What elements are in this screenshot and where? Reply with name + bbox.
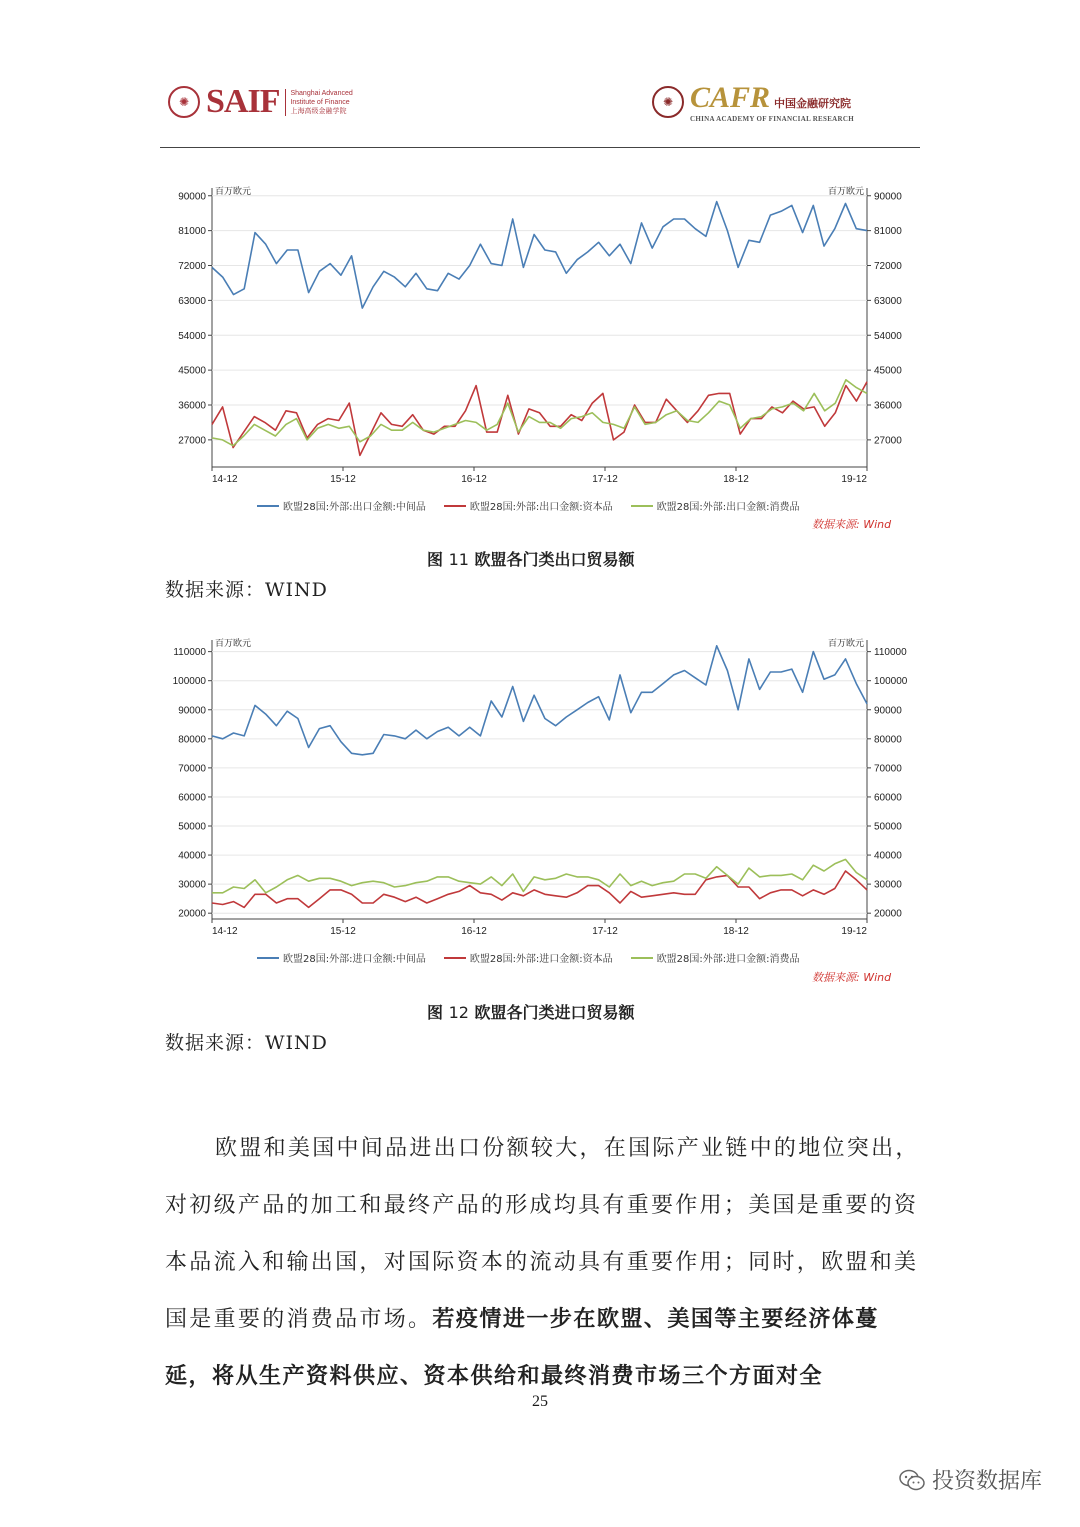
- cafr-logo-cn: 中国金融研究院: [774, 97, 852, 110]
- legend-item: [257, 498, 426, 513]
- y-tick-label-right: 40000: [874, 850, 902, 862]
- x-tick-label: 15-12: [330, 926, 356, 937]
- legend-item: [444, 498, 613, 513]
- legend-item: [631, 950, 800, 965]
- x-tick-label: 16-12: [461, 474, 487, 485]
- legend-item: [631, 498, 800, 513]
- y-tick-label-left: 70000: [178, 763, 206, 775]
- y-tick-label-left: 60000: [178, 792, 206, 804]
- paragraph-normal-text: 欧盟和美国中间品进出口份额较大，在国际产业链中的地位突出，对初级产品的加工和最终产品的形成均具有重要作用；美国是重要的资本品流入和输出国，对国际资本的流动具有重要作用；同时，欧盟和美国是重要的消费品市场。: [165, 1136, 920, 1332]
- cafr-logo-mark: CAFR: [690, 81, 771, 114]
- y-tick-label-left: 90000: [178, 191, 206, 203]
- y-tick-label-left: 80000: [178, 734, 206, 746]
- y-tick-label-right: 54000: [874, 330, 902, 342]
- saif-logo: [168, 82, 353, 122]
- figure-12-number: 12: [448, 1003, 469, 1022]
- watermark: [898, 1464, 1042, 1495]
- unit-label-right: 百万欧元: [827, 638, 864, 648]
- chart-11-source-note: 数据来源: Wind: [812, 518, 892, 531]
- x-tick-label: 17-12: [592, 474, 618, 485]
- cafr-logo: [652, 82, 854, 122]
- legend-label: 欧盟28国:外部:出口金额:资本品: [469, 502, 613, 513]
- saif-sub-line-2: Institute of Finance: [290, 98, 350, 106]
- saif-logo-mark: SAIF: [206, 83, 280, 120]
- x-tick-label: 17-12: [592, 926, 618, 937]
- x-tick-label: 18-12: [723, 926, 749, 937]
- saif-logo-subtitle: [285, 89, 352, 116]
- series-line-2: [212, 382, 867, 456]
- y-tick-label-left: 54000: [178, 330, 206, 342]
- chart-figure-12: [165, 632, 915, 977]
- legend-swatch: [257, 505, 279, 507]
- chart-12-legend: [257, 950, 800, 965]
- legend-label: 欧盟28国:外部:出口金额:消费品: [656, 502, 800, 513]
- figure-12-prefix: 图: [427, 1003, 444, 1022]
- y-tick-label-left: 63000: [178, 295, 206, 307]
- y-tick-label-left: 20000: [178, 908, 206, 920]
- legend-swatch: [257, 957, 279, 959]
- chart-figure-11: [165, 180, 915, 525]
- y-tick-label-left: 30000: [178, 879, 206, 891]
- y-tick-label-left: 50000: [178, 821, 206, 833]
- y-tick-label-left: 81000: [178, 226, 206, 238]
- cafr-logo-en: CHINA ACADEMY OF FINANCIAL RESEARCH: [690, 115, 854, 123]
- saif-sub-line-1: Shanghai Advanced: [290, 89, 353, 97]
- legend-label: 欧盟28国:外部:进口金额:中间品: [283, 954, 426, 965]
- y-tick-label-right: 110000: [874, 647, 907, 659]
- y-tick-label-right: 36000: [874, 400, 902, 412]
- x-tick-label: 14-12: [212, 926, 238, 937]
- figure-12-title: 欧盟各门类进口贸易额: [474, 1003, 635, 1022]
- figure-11-title: 欧盟各门类出口贸易额: [474, 550, 635, 569]
- unit-label-left: 百万欧元: [215, 186, 252, 196]
- y-tick-label-right: 90000: [874, 191, 902, 203]
- chart-11-legend: [257, 498, 800, 513]
- legend-swatch: [631, 505, 653, 507]
- legend-label: 欧盟28国:外部:进口金额:消费品: [656, 954, 800, 965]
- figure-11-number: 11: [448, 550, 469, 569]
- page-number: 25: [532, 1393, 548, 1410]
- y-tick-label-right: 90000: [874, 705, 902, 717]
- figure-12-caption: [427, 1000, 635, 1023]
- y-tick-label-left: 40000: [178, 850, 206, 862]
- series-line-3: [212, 859, 867, 892]
- y-tick-label-right: 80000: [874, 734, 902, 746]
- x-tick-label: 19-12: [841, 474, 867, 485]
- y-tick-label-right: 27000: [874, 435, 902, 447]
- figure-12-data-source: 数据来源：WIND: [165, 1032, 328, 1054]
- header-divider: [160, 147, 920, 148]
- y-tick-label-left: 36000: [178, 400, 206, 412]
- y-tick-label-right: 63000: [874, 295, 902, 307]
- y-tick-label-left: 72000: [178, 261, 206, 272]
- series-line-1: [212, 202, 867, 309]
- y-tick-label-right: 30000: [874, 879, 902, 891]
- y-tick-label-right: 70000: [874, 763, 902, 775]
- legend-swatch: [444, 957, 466, 959]
- y-tick-label-left: 27000: [178, 435, 206, 447]
- y-tick-label-right: 45000: [874, 365, 902, 377]
- y-tick-label-right: 72000: [874, 261, 902, 272]
- unit-label-left: 百万欧元: [215, 638, 252, 648]
- y-tick-label-right: 81000: [874, 226, 902, 238]
- chart-12-source-note: 数据来源: Wind: [812, 971, 892, 984]
- series-line-2: [212, 871, 867, 907]
- unit-label-right: 百万欧元: [827, 186, 864, 196]
- y-tick-label-right: 100000: [874, 676, 908, 688]
- paragraph-bold-text: 若疫情进一步在欧盟、美国等主要经济体蔓延，将从生产资料供应、资本供给和最终消费市场三个方面对全: [165, 1307, 879, 1389]
- figure-11-caption: [427, 547, 635, 570]
- legend-label: 欧盟28国:外部:进口金额:资本品: [469, 954, 613, 965]
- legend-swatch: [631, 957, 653, 959]
- y-tick-label-left: 45000: [178, 365, 206, 377]
- figure-11-data-source: 数据来源：WIND: [165, 579, 328, 601]
- y-tick-label-left: 110000: [173, 647, 206, 659]
- chart-12-svg: [165, 632, 915, 942]
- body-paragraph: [165, 1120, 920, 1405]
- wechat-icon: [898, 1469, 926, 1491]
- legend-label: 欧盟28国:外部:出口金额:中间品: [283, 502, 426, 513]
- figure-11-prefix: 图: [427, 550, 444, 569]
- legend-item: [257, 950, 426, 965]
- saif-seal-icon: ✺: [168, 86, 200, 118]
- x-tick-label: 14-12: [212, 474, 238, 485]
- watermark-text: 投资数据库: [931, 1469, 1042, 1494]
- cafr-seal-icon: ✺: [652, 86, 684, 118]
- chart-11-svg: [165, 180, 915, 490]
- saif-sub-line-3: 上海高级金融学院: [290, 107, 347, 115]
- x-tick-label: 15-12: [330, 474, 356, 485]
- y-tick-label-right: 20000: [874, 908, 902, 920]
- x-tick-label: 16-12: [461, 926, 487, 937]
- y-tick-label-right: 60000: [874, 792, 902, 804]
- x-tick-label: 19-12: [841, 926, 867, 937]
- y-tick-label-left: 90000: [178, 705, 206, 717]
- legend-swatch: [444, 505, 466, 507]
- y-tick-label-right: 50000: [874, 821, 902, 833]
- y-tick-label-left: 100000: [172, 676, 206, 688]
- x-tick-label: 18-12: [723, 474, 749, 485]
- legend-item: [444, 950, 613, 965]
